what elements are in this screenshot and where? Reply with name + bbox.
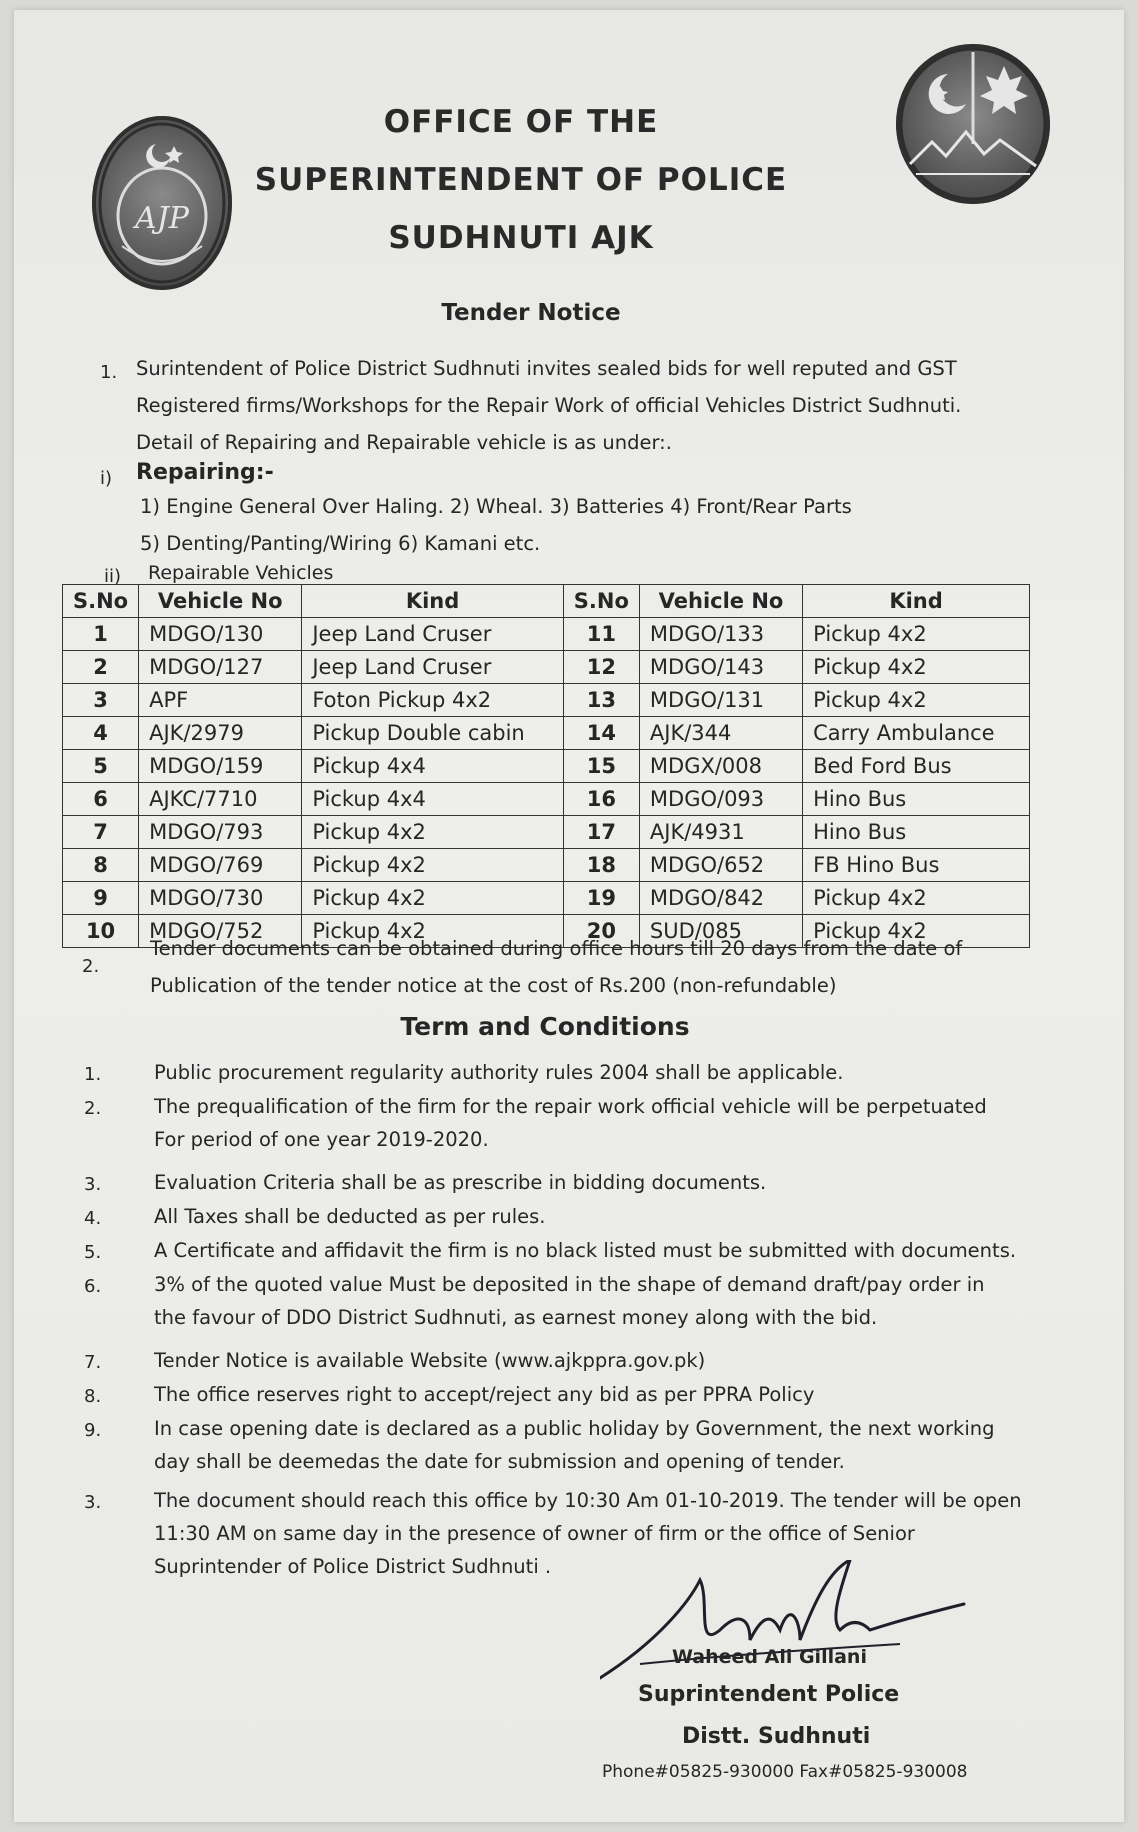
header-line-2: SUPERINTENDENT OF POLICE [254,162,788,198]
cell-sno: 3 [63,684,139,717]
repairing-line: 5) Denting/Panting/Wiring 6) Kamani etc. [140,532,541,555]
signatory-district: Distt. Sudhnuti [682,1724,871,1749]
repairable-label: Repairable Vehicles [148,562,334,584]
cell-sno: 6 [63,783,139,816]
cell-sno: 11 [563,618,639,651]
cell-vehicle-no: AJK/344 [639,717,802,750]
intro-line: Detail of Repairing and Repairable vehicle is as under:. [136,431,672,454]
term-line: A Certificate and affidavit the firm is no black listed must be submitted with documents. [154,1239,1017,1262]
term-number: 6. [84,1276,102,1297]
point2-line: Tender documents can be obtained during office hours till 20 days from the date of [150,937,963,960]
term-line: 3% of the quoted value Must be deposited in the shape of demand draft/pay order in [154,1273,985,1296]
cell-sno: 10 [63,915,139,948]
term-line: All Taxes shall be deducted as per rules. [154,1205,546,1228]
contact-footer: Phone#05825-930000 Fax#05825-930008 [602,1762,968,1782]
repairing-line: 1) Engine General Over Haling. 2) Wheal. 3) Batteries 4) Front/Rear Parts [140,495,852,518]
intro-line: Surintendent of Police District Sudhnuti invites sealed bids for well reputed and GST [136,357,957,380]
intro-paragraph [136,350,961,461]
cell-kind: Pickup 4x2 [803,684,1030,717]
term-number: 5. [84,1242,102,1263]
cell-kind: Pickup Double cabin [302,717,563,750]
term-line: 11:30 AM on same day in the presence of owner of firm or the office of Senior [154,1522,915,1545]
cell-sno: 2 [63,651,139,684]
term-line: day shall be deemedas the date for submission and opening of tender. [154,1450,845,1473]
cell-sno: 9 [63,882,139,915]
cell-kind: Pickup 4x2 [803,915,1030,948]
intro-line: Registered firms/Workshops for the Repair Work of official Vehicles District Sudhnuti. [136,394,962,417]
cell-kind: Jeep Land Cruser [302,651,563,684]
term-line: The office reserves right to accept/reject any bid as per PPRA Policy [154,1383,815,1406]
cell-kind: Pickup 4x2 [803,618,1030,651]
term-number: 3. [84,1492,102,1513]
signatory-designation: Suprintendent Police [638,1682,900,1707]
cell-vehicle-no: MDGO/842 [639,882,802,915]
table-row [63,717,1030,750]
header-sno: S.No [63,585,139,618]
point2-number: 2. [82,956,100,977]
header-kind: Kind [803,585,1030,618]
header-vehicle-no: Vehicle No [139,585,302,618]
point2-line: Publication of the tender notice at the cost of Rs.200 (non-refundable) [150,974,837,997]
cell-vehicle-no: SUD/085 [639,915,802,948]
cell-vehicle-no: MDGO/793 [139,816,302,849]
notice-title: Tender Notice [441,300,621,326]
cell-vehicle-no: MDGO/127 [139,651,302,684]
cell-kind: Pickup 4x4 [302,750,563,783]
term-item [154,1090,987,1156]
table-header-row [63,585,1030,618]
term-line: Evaluation Criteria shall be as prescribe in bidding documents. [154,1171,767,1194]
cell-vehicle-no: MDGO/159 [139,750,302,783]
cell-vehicle-no: MDGO/093 [639,783,802,816]
cell-kind: Jeep Land Cruser [302,618,563,651]
header-line-3: SUDHNUTI AJK [388,220,654,256]
cell-kind: FB Hino Bus [803,849,1030,882]
term-line: Tender Notice is available Website (www.ajkppra.gov.pk) [154,1349,706,1372]
term-item [154,1268,985,1334]
cell-kind: Bed Ford Bus [803,750,1030,783]
term-number: 3. [84,1174,102,1195]
cell-sno: 8 [63,849,139,882]
term-line: Suprintender of Police District Sudhnuti . [154,1555,552,1578]
repairing-label: Repairing:- [136,460,274,485]
cell-vehicle-no: MDGO/143 [639,651,802,684]
cell-vehicle-no: MDGO/652 [639,849,802,882]
cell-kind: Pickup 4x2 [302,882,563,915]
term-item [154,1200,545,1233]
cell-vehicle-no: AJK/2979 [139,717,302,750]
cell-vehicle-no: MDGO/130 [139,618,302,651]
header-vehicle-no: Vehicle No [639,585,802,618]
term-number: 9. [84,1420,102,1441]
table-row [63,684,1030,717]
cell-sno: 16 [563,783,639,816]
table-row [63,618,1030,651]
term-line: In case opening date is declared as a public holiday by Government, the next working [154,1417,995,1440]
cell-vehicle-no: MDGO/769 [139,849,302,882]
cell-sno: 1 [63,618,139,651]
police-emblem-icon [92,116,232,290]
cell-sno: 20 [563,915,639,948]
table-row [63,849,1030,882]
table-row [63,651,1030,684]
cell-sno: 14 [563,717,639,750]
cell-vehicle-no: MDGX/008 [639,750,802,783]
cell-kind: Hino Bus [803,816,1030,849]
terms-title: Term and Conditions [400,1012,690,1041]
handwritten-signature [600,1560,1000,1700]
police-emblem-seal [92,116,232,290]
header-line-1: OFFICE OF THE [383,104,659,140]
cell-sno: 17 [563,816,639,849]
cell-sno: 12 [563,651,639,684]
repairable-number: ii) [104,566,122,587]
header-sno: S.No [563,585,639,618]
cell-vehicle-no: APF [139,684,302,717]
table-row [63,783,1030,816]
cell-sno: 18 [563,849,639,882]
cell-kind: Pickup 4x2 [302,816,563,849]
repairing-number: i) [100,468,113,489]
term-line: For period of one year 2019-2020. [154,1128,489,1151]
point2-paragraph [150,930,962,1004]
term-item [154,1056,844,1089]
term-item [154,1344,705,1377]
cell-vehicle-no: MDGO/131 [639,684,802,717]
term-line: the favour of DDO District Sudhnuti, as earnest money along with the bid. [154,1306,878,1329]
cell-kind: Pickup 4x4 [302,783,563,816]
cell-vehicle-no: MDGO/730 [139,882,302,915]
term-item [154,1378,814,1411]
header-kind: Kind [302,585,563,618]
term-line: The document should reach this office by 10:30 Am 01-10-2019. The tender will be open [154,1489,1022,1512]
table-row [63,882,1030,915]
table-row [63,816,1030,849]
term-number: 8. [84,1386,102,1407]
intro-number: 1. [100,362,118,383]
cell-vehicle-no: AJK/4931 [639,816,802,849]
term-line: Public procurement regularity authority rules 2004 shall be applicable. [154,1061,844,1084]
term-item [154,1166,766,1199]
cell-kind: Pickup 4x2 [803,651,1030,684]
cell-kind: Carry Ambulance [803,717,1030,750]
svg-text:AJP: AJP [135,201,189,236]
table-row [63,750,1030,783]
cell-sno: 13 [563,684,639,717]
signatory-name: Waheed Ali Gillani [672,1646,867,1668]
term-number: 4. [84,1208,102,1229]
cell-kind: Pickup 4x2 [302,915,563,948]
vehicles-table [62,584,1030,948]
cell-vehicle-no: MDGO/133 [639,618,802,651]
cell-vehicle-no: MDGO/752 [139,915,302,948]
cell-sno: 19 [563,882,639,915]
cell-kind: Pickup 4x2 [803,882,1030,915]
term-item [154,1412,995,1478]
cell-sno: 5 [63,750,139,783]
cell-kind: Pickup 4x2 [302,849,563,882]
cell-sno: 4 [63,717,139,750]
cell-kind: Hino Bus [803,783,1030,816]
cell-vehicle-no: AJKC/7710 [139,783,302,816]
cell-kind: Foton Pickup 4x2 [302,684,563,717]
cell-sno: 15 [563,750,639,783]
cell-sno: 7 [63,816,139,849]
term-line: The prequalification of the firm for the repair work official vehicle will be perpetuated [154,1095,987,1118]
term-number: 1. [84,1064,102,1085]
term-number: 7. [84,1352,102,1373]
repairing-items [140,488,852,562]
term-item [154,1234,1016,1267]
term-number: 2. [84,1098,102,1119]
